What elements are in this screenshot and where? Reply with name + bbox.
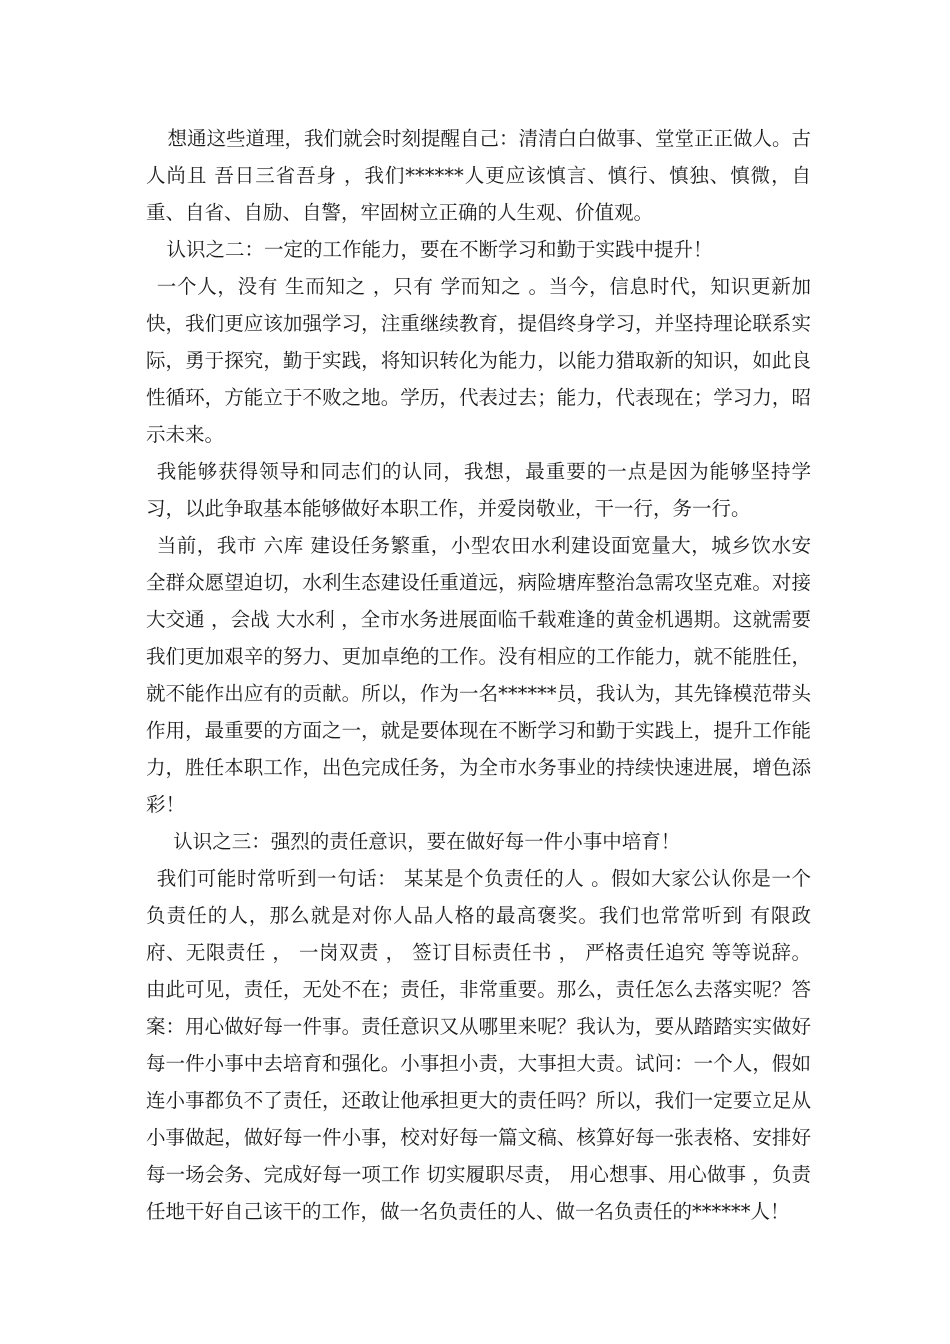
paragraph-reflection: 想通这些道理，我们就会时刻提醒自己：清清白白做事、堂堂正正做人。古人尚且 吾日三省吾身 ，我们******人更应该慎言、慎行、慎独、慎微，自重、自省、自励、自警，牢固树立正确的人生观、价值观。 xyxy=(146,127,811,224)
paragraph-learning: 一个人，没有 生而知之 ，只有 学而知之 。当今，信息时代，知识更新加快，我们更应该加强学习，注重继续教育，提倡终身学习，并坚持理论联系实际，勇于探究，勤于实践，将知识转化为能力，以能力猎取新的知识，如此良性循环，方能立于不败之地。学历，代表过去；能力，代表现在；学习力，昭示未来。 xyxy=(146,275,811,446)
heading-insight-two: 认识之二：一定的工作能力，要在不断学习和勤于实践中提升！ xyxy=(166,238,713,261)
heading-insight-three: 认识之三：强烈的责任意识，要在做好每一件小事中培育！ xyxy=(173,830,681,853)
paragraph-responsibility: 我们可能时常听到一句话： 某某是个负责任的人 。假如大家公认你是一个负责任的人，那么就是对你人品人格的最高褒奖。我们也常常听到 有限政府、无限责任 ， 一岗双责 ， 签订目标责任书 ， 严格责任追究 等等说辞。由此可见，责任，无处不在；责任，非常重要。那么，责任怎么去落实呢？答案：用心做好每一件事。责任意识又从哪里来呢？我认为，要从踏踏实实做好每一件小事中去培育和强化。小事担小责，大事担大责。试问：一个人，假如连小事都负不了责任，还敢让他承担更大的责任吗？所以，我们一定要立足从小事做起，做好每一件小事，校对好每一篇文稿、核算好每一张表格、安排好每一场会务、完成好每一项工作 切实履职尽责， 用心想事、用心做事 ，负责任地干好自己该干的工作，做一名负责任的人、做一名负责任的******人！ xyxy=(146,867,811,1223)
document-body xyxy=(146,120,811,1230)
paragraph-recognition: 我能够获得领导和同志们的认同，我想，最重要的一点是因为能够坚持学习，以此争取基本能够做好本职工作，并爱岗敬业，干一行，务一行。 xyxy=(146,460,811,520)
paragraph-current-tasks: 当前，我市 六库 建设任务繁重，小型农田水利建设面宽量大，城乡饮水安全群众愿望迫切，水利生态建设任重道远，病险塘库整治急需攻坚克难。对接 大交通 ，会战 大水利 ，全市水务进展面临千载难逢的黄金机遇期。这就需要我们更加艰辛的努力、更加卓绝的工作。没有相应的工作能力，就不能胜任，就不能作出应有的贡献。所以，作为一名******员，我认为，其先锋模范带头作用，最重要的方面之一，就是要体现在不断学习和勤于实践上，提升工作能力，胜任本职工作，出色完成任务，为全市水务事业的持续快速进展，增色添彩！ xyxy=(146,534,811,816)
